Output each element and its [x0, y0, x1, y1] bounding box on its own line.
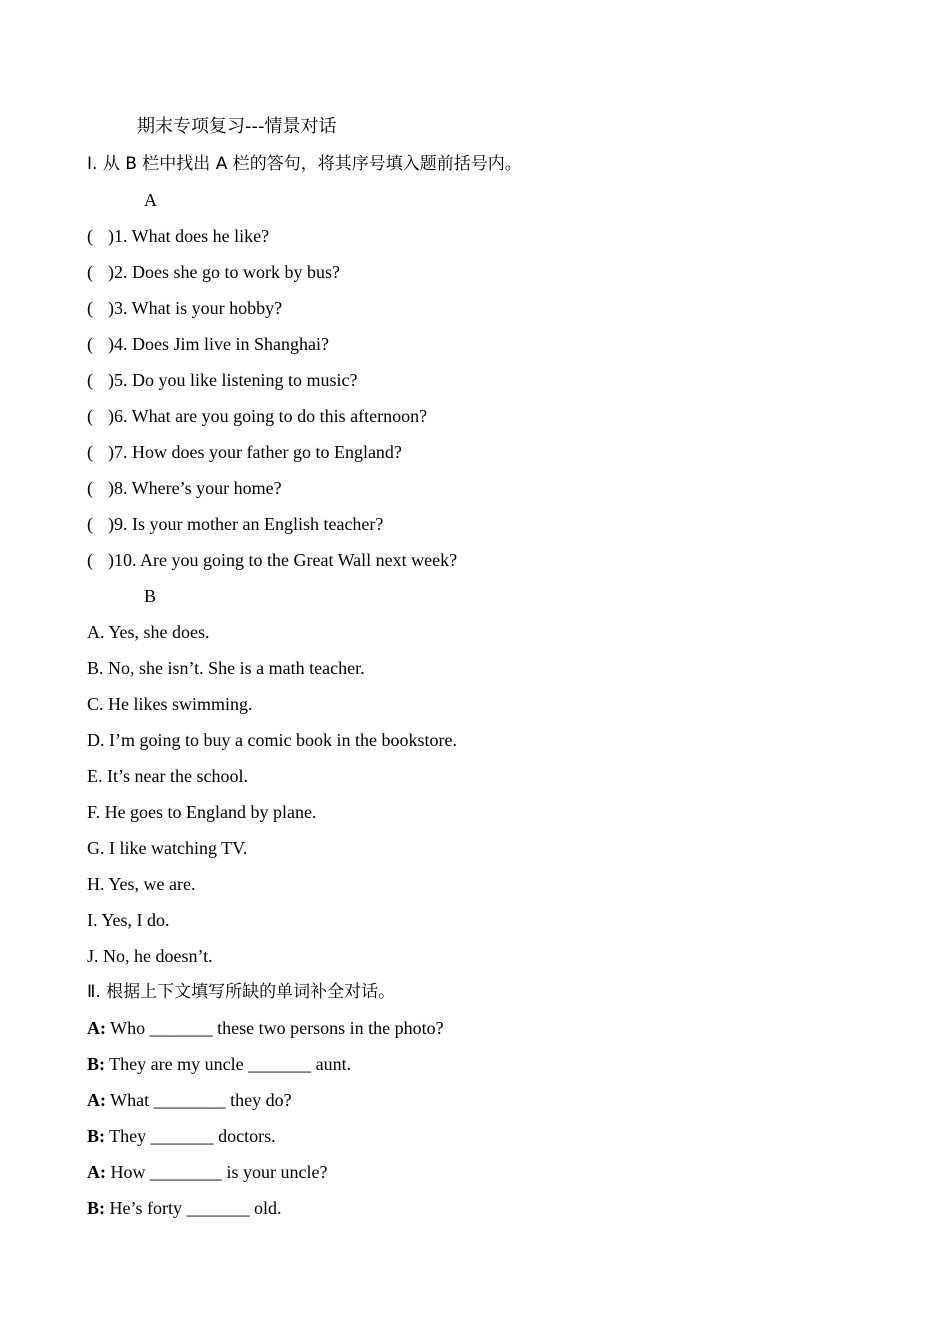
dialogue-text-before: They are my uncle: [105, 1054, 249, 1074]
answer-option: J. No, he doesn’t.: [87, 946, 213, 966]
dialogue-text-after: is your uncle?: [222, 1162, 328, 1182]
fill-blank: ________: [150, 1162, 222, 1182]
answer-option: B. No, she isn’t. She is a math teacher.: [87, 658, 365, 678]
answer-paren: (: [87, 298, 93, 318]
answer-list: [87, 619, 907, 979]
answer-option: F. He goes to England by plane.: [87, 802, 317, 822]
fill-blank: _______: [149, 1018, 213, 1038]
dialogue-line: [87, 1051, 907, 1087]
speaker-label: B:: [87, 1126, 105, 1146]
question-item: [87, 223, 907, 259]
question-text: )2. Does she go to work by bus?: [108, 262, 340, 282]
speaker-label: A:: [87, 1162, 106, 1182]
answer-option: G. I like watching TV.: [87, 838, 248, 858]
dialogue-text-after: these two persons in the photo?: [212, 1018, 444, 1038]
question-item: [87, 259, 907, 295]
dialogue-text-after: aunt.: [311, 1054, 352, 1074]
question-text: )3. What is your hobby?: [108, 298, 283, 318]
dialogue: [87, 1015, 907, 1231]
answer-paren: (: [87, 406, 93, 426]
question-item: [87, 367, 907, 403]
answer-option: D. I’m going to buy a comic book in the bookstore.: [87, 730, 457, 750]
dialogue-text-before: Who: [106, 1018, 150, 1038]
fill-blank: _______: [248, 1054, 312, 1074]
question-item: [87, 439, 907, 475]
question-item: [87, 295, 907, 331]
question-item: [87, 547, 907, 583]
question-item: [87, 403, 907, 439]
question-text: )6. What are you going to do this afternoon?: [108, 406, 428, 426]
section2-instruction: Ⅱ. 根据上下文填写所缺的单词补全对话。: [87, 982, 396, 1002]
question-text: )1. What does he like?: [108, 226, 270, 246]
question-item: [87, 475, 907, 511]
dialogue-text-before: How: [106, 1162, 150, 1182]
question-list: [87, 223, 907, 583]
dialogue-text-before: He’s forty: [105, 1198, 187, 1218]
fill-blank: ________: [153, 1090, 226, 1110]
question-text: )7. How does your father go to England?: [108, 442, 402, 462]
page-title: 期末专项复习---情景对话: [137, 116, 337, 137]
answer-paren: (: [87, 226, 93, 246]
answer-option: A. Yes, she does.: [87, 622, 210, 642]
answer-option: E. It’s near the school.: [87, 766, 248, 786]
question-text: )10. Are you going to the Great Wall next week?: [108, 550, 458, 570]
answer-option: C. He likes swimming.: [87, 694, 253, 714]
dialogue-line: [87, 1015, 907, 1051]
dialogue-text-after: doctors.: [213, 1126, 276, 1146]
answer-paren: (: [87, 262, 93, 282]
dialogue-line: [87, 1195, 907, 1231]
question-item: [87, 331, 907, 367]
question-text: )9. Is your mother an English teacher?: [108, 514, 384, 534]
answer-option: I. Yes, I do.: [87, 910, 170, 930]
answer-paren: (: [87, 334, 93, 354]
speaker-label: A:: [87, 1018, 106, 1038]
dialogue-text-before: They: [105, 1126, 151, 1146]
dialogue-line: [87, 1159, 907, 1195]
answer-paren: (: [87, 514, 93, 534]
fill-blank: _______: [186, 1198, 250, 1218]
speaker-label: A:: [87, 1090, 106, 1110]
fill-blank: _______: [150, 1126, 214, 1146]
section1-instruction: I. 从 B 栏中找出 A 栏的答句，将其序号填入题前括号内。: [87, 154, 522, 174]
answer-paren: (: [87, 550, 93, 570]
dialogue-text-after: they do?: [225, 1090, 292, 1110]
dialogue-line: [87, 1123, 907, 1159]
dialogue-line: [87, 1087, 907, 1123]
answer-paren: (: [87, 442, 93, 462]
question-text: )5. Do you like listening to music?: [108, 370, 358, 390]
speaker-label: B:: [87, 1054, 105, 1074]
column-b-label: B: [144, 586, 157, 606]
question-text: )4. Does Jim live in Shanghai?: [108, 334, 329, 354]
answer-paren: (: [87, 478, 93, 498]
answer-paren: (: [87, 370, 93, 390]
dialogue-text-after: old.: [249, 1198, 282, 1218]
column-a-label: A: [144, 190, 157, 210]
worksheet-content: [87, 151, 907, 1231]
question-text: )8. Where’s your home?: [108, 478, 282, 498]
dialogue-text-before: What: [106, 1090, 154, 1110]
question-item: [87, 511, 907, 547]
speaker-label: B:: [87, 1198, 105, 1218]
answer-option: H. Yes, we are.: [87, 874, 196, 894]
